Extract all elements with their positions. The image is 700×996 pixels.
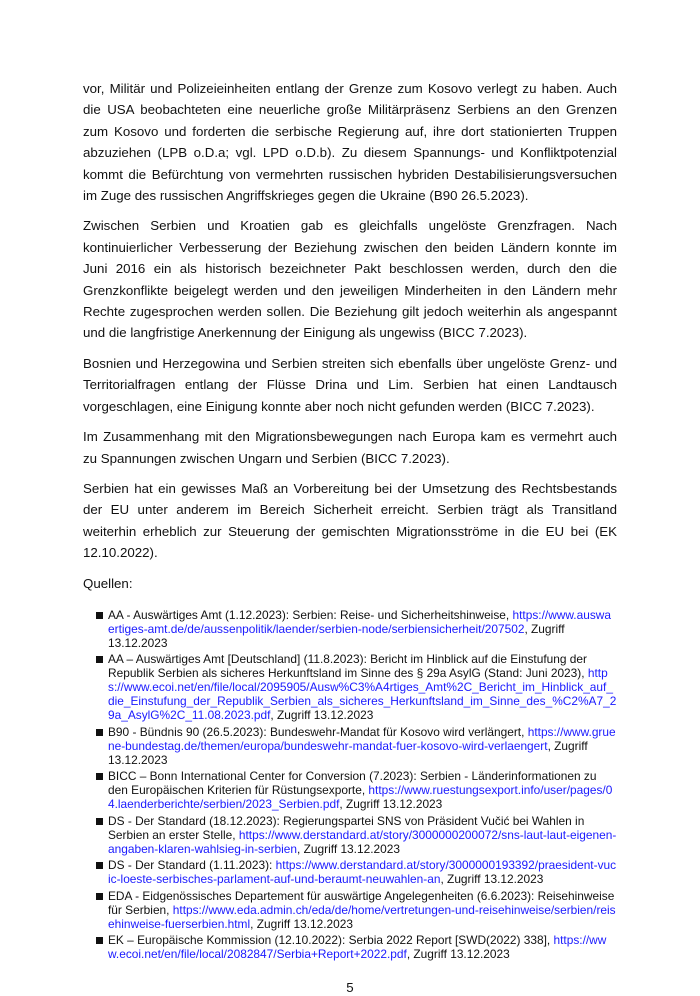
source-link[interactable]: https://www.ecoi.net/en/file/local/2095905/Ausw%C3%A4rtiges_Amt%2C_Bericht_im_Hinblick_auf_die_Einstufung_der_Republik_Serbien_als_sicheres_Herkunftsland_im_Sinne_des_%C2%A7_29a_AsylG%2C_11.08.2023.pdf — [108, 666, 617, 723]
source-access-date: , Zugriff 13.12.2023 — [250, 916, 354, 931]
source-access-date: , Zugriff 13.12.2023 — [297, 841, 400, 856]
source-text: B90 - Bündnis 90 (26.5.2023): Bundeswehr-Mandat für Kosovo wird verlängert, — [108, 724, 528, 739]
source-item — [108, 725, 617, 767]
source-text: DS - Der Standard (1.11.2023): — [108, 858, 276, 873]
source-text: EDA - Eidgenössisches Departement für auswärtige Angelegenheiten (6.6.2023): Reisehinweise für Serbien, — [108, 888, 615, 917]
source-access-date: , Zugriff 13.12.2023 — [270, 708, 374, 723]
source-access-date: , Zugriff 13.12.2023 — [339, 797, 443, 812]
source-item — [108, 889, 617, 931]
source-link[interactable]: https://www.ecoi.net/en/file/local/2082847/Serbia+Report+2022.pdf — [108, 933, 607, 962]
bullet-icon — [96, 656, 103, 663]
source-link[interactable]: https://www.derstandard.at/story/3000000193392/praesident-vucic-loeste-serbisches-parlament-auf-und-beraumt-neuwahlen-an — [108, 858, 617, 887]
source-item — [108, 769, 617, 811]
source-text: AA – Auswärtiges Amt [Deutschland] (11.8.2023): Bericht im Hinblick auf die Einstufung der Republik Serbien als sicheres Herkunftsland im Sinne des § 29a AsylG (Stand: Juni 2023), — [108, 652, 588, 681]
source-text: AA - Auswärtiges Amt (1.12.2023): Serbien: Reise- und Sicherheitshinweise, — [108, 607, 513, 622]
source-item — [108, 608, 617, 650]
bullet-icon — [96, 729, 103, 736]
paragraph: vor, Militär und Polizeieinheiten entlang der Grenze zum Kosovo verlegt zu haben. Auch die USA beobachteten eine neuerliche große Militärpräsenz Serbiens an den Grenzen zum Kosovo und forderten die serbische Regierung auf, ihre dort stationierten Truppen abzuziehen (LPB o.D.a; vgl. LPD o.D.b). Zu diesem Spannungs- und Konfliktpotenzial kommt die Befürchtung von vermehrten russischen hybriden Destabilisierungsversuchen im Zuge des russischen Angriffskrieges gegen die Ukraine (B90 26.5.2023). — [83, 81, 617, 204]
paragraph: Zwischen Serbien und Kroatien gab es gleichfalls ungelöste Grenzfragen. Nach kontinuierlicher Verbesserung der Beziehung zwischen den beiden Ländern konnte im Juni 2016 ein als historisch bezeichneter Pakt beschlossen werden, durch den die Grenzkonflikte beigelegt werden und den jeweiligen Minderheiten in den Ländern mehr Rechte zugesprochen werden sollen. Die Beziehung gilt jedoch weiterhin als angespannt und die langfristige Anerkennung der Einigung als ungewiss (BICC 7.2023). — [83, 218, 617, 341]
source-access-date: , Zugriff 13.12.2023 — [440, 872, 544, 887]
paragraph: Serbien hat ein gewisses Maß an Vorbereitung bei der Umsetzung des Rechtsbestands der EU unter anderem im Bereich Sicherheit erreicht. Serbien trägt als Transitland weiterhin erheblich zur Steuerung der gemischten Migrationsströme in die EU bei (EK 12.10.2022). — [83, 480, 617, 561]
source-link[interactable]: https://www.auswaertiges-amt.de/de/aussenpolitik/laender/serbien-node/serbiensicherheit/207502 — [108, 607, 611, 636]
source-text: EK – Europäische Kommission (12.10.2022): Serbia 2022 Report [SWD(2022) 338], — [108, 933, 554, 948]
bullet-icon — [96, 862, 103, 869]
bullet-icon — [96, 612, 103, 619]
paragraph: Im Zusammenhang mit den Migrationsbewegungen nach Europa kam es vermehrt auch zu Spannungen zwischen Ungarn und Serbien (BICC 7.2023). — [83, 429, 617, 466]
source-link[interactable]: https://www.gruene-bundestag.de/themen/europa/bundeswehr-mandat-fuer-kosovo-wird-verlaengert — [108, 724, 616, 753]
document-body — [83, 78, 617, 964]
bullet-icon — [96, 773, 103, 780]
source-access-date: , Zugriff 13.12.2023 — [406, 947, 510, 962]
bullet-icon — [96, 937, 103, 944]
source-item — [108, 814, 617, 856]
sources-list — [83, 608, 617, 962]
source-item — [108, 652, 617, 722]
source-access-date: , Zugriff 13.12.2023 — [108, 738, 588, 767]
sources-heading: Quellen: — [83, 575, 133, 591]
bullet-icon — [96, 818, 103, 825]
paragraph: Bosnien und Herzegowina und Serbien streiten sich ebenfalls über ungelöste Grenz- und Territorialfragen entlang der Flüsse Drina und Lim. Serbien hat einen Landtausch vorgeschlagen, eine Einigung konnte aber noch nicht gefunden werden (BICC 7.2023). — [83, 355, 617, 414]
source-text: BICC – Bonn International Center for Conversion (7.2023): Serbien - Länderinformationen zu den Europäischen Kriterien für Rüstungsexporte, — [108, 769, 597, 798]
source-text: DS - Der Standard (18.12.2023): Regierungspartei SNS von Präsident Vučić bei Wahlen in Serbien an erster Stelle, — [108, 813, 585, 842]
source-link[interactable]: https://www.derstandard.at/story/3000000200072/sns-laut-laut-eigenen-angaben-klaren-wahlsieg-in-serbien — [108, 827, 617, 856]
source-link[interactable]: https://www.eda.admin.ch/eda/de/home/vertretungen-und-reisehinweise/serbien/reisehinweise-fuerserbien.html — [108, 902, 616, 931]
page — [83, 78, 617, 996]
source-item — [108, 858, 617, 886]
source-link[interactable]: https://www.ruestungsexport.info/user/pages/04.laenderberichte/serbien/2023_Serbien.pdf — [108, 783, 613, 812]
source-access-date: , Zugriff 13.12.2023 — [108, 621, 565, 650]
page-number: 5 — [346, 979, 354, 995]
source-item — [108, 933, 617, 961]
bullet-icon — [96, 893, 103, 900]
